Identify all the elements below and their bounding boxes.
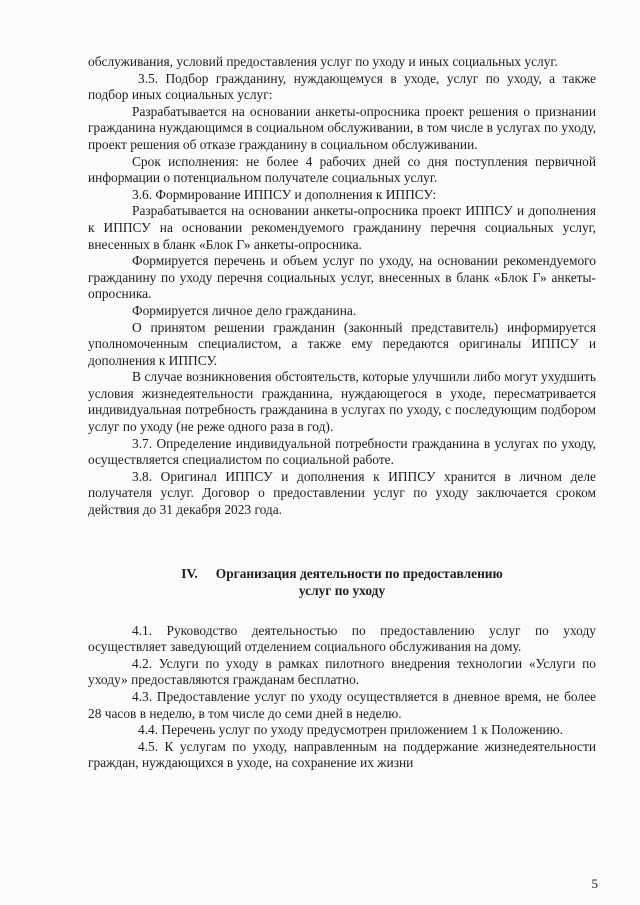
paragraph-3-6-review: В случае возникновения обстоятельств, которые улучшили либо могут ухудшить условия жизнедеятельности гражданина, нуждающегося в уходе, пересматривается индивидуальная потребность гражданина в услугах по уходу, с последующим подбором услуг по уходу (не реже одного раза в год). [88, 369, 596, 435]
paragraph-3-7: 3.7. Определение индивидуальной потребности гражданина в услугах по уходу, осуществляется специалистом по социальной работе. [88, 435, 596, 468]
section-heading [88, 565, 596, 582]
section-number: IV. [181, 565, 198, 581]
paragraph-4-3: 4.3. Предоставление услуг по уходу осуществляется в дневное время, не более 28 часов в неделю, в том числе до семи дней в неделю. [88, 689, 596, 721]
paragraph-4-5: 4.5. К услугам по уходу, направленным на поддержание жизнедеятельности граждан, нуждающихся в уходе, на сохранение их жизни [88, 738, 596, 771]
paragraph-3-6-file: Формируется личное дело гражданина. [132, 302, 357, 318]
paragraph-3-5-deadline: Срок исполнения: не более 4 рабочих дней со дня поступления первичной информации о потенциальном получателе социальных услуг. [88, 153, 596, 186]
paragraph-3-6-list: Формируется перечень и объем услуг по уходу, на основании рекомендуемого гражданину по уходу перечня социальных услуг, внесенных в бланк «Блок Г» анкеты-опросника. [88, 253, 596, 302]
paragraph-3-8: 3.8. Оригинал ИППСУ и дополнения к ИППСУ хранится в личном деле получателя услуг. Договор о предоставлении услуг по уходу заключается сроком действия до 31 декабря 2023 года. [88, 468, 596, 518]
paragraph-3-6-draft: Разрабатывается на основании анкеты-опросника проект ИППСУ и дополнения к ИППСУ на основании рекомендуемого гражданину перечня социальных услуг, внесенных в бланк «Блок Г» анкеты-опросника. [88, 203, 596, 252]
section-title-line1: Организация деятельности по предоставлению [215, 565, 503, 581]
paragraph-3-6: 3.6. Формирование ИППСУ и дополнения к ИППСУ: [132, 186, 437, 202]
paragraph-4-2: 4.2. Услуги по уходу в рамках пилотного внедрения технологии «Услуги по уходу» предоставляются гражданам бесплатно. [88, 655, 596, 688]
section-spacer [88, 519, 596, 565]
paragraph-3-5-decision: Разрабатывается на основании анкеты-опросника проект решения о признании гражданина нуждающимся в социальном обслуживании, в том числе в услугах по уходу, проект решения об отказе гражданину в социальном обслуживании. [88, 103, 596, 152]
document-body [88, 54, 596, 772]
paragraph-4-1: 4.1. Руководство деятельностью по предоставлению услуг по уходу осуществляет заведующий отделением социального обслуживания на дому. [88, 622, 596, 655]
section-spacer-after [88, 599, 596, 623]
section-title-line2: услуг по уходу [298, 582, 386, 598]
paragraph-4-4: 4.4. Перечень услуг по уходу предусмотрен приложением 1 к Положению. [138, 722, 564, 738]
paragraph-3-5: 3.5. Подбор гражданину, нуждающемуся в уходе, услуг по уходу, а также подбор иных социальных услуг: [88, 70, 596, 103]
paragraph-continuation: обслуживания, условий предоставления услуг по уходу и иных социальных услуг. [88, 54, 558, 69]
paragraph-3-6-inform: О принятом решении гражданин (законный представитель) информируется уполномоченным специалистом, а также ему передаются оригиналы ИППСУ и дополнения к ИППСУ. [88, 319, 596, 368]
page-number: 5 [591, 876, 598, 891]
